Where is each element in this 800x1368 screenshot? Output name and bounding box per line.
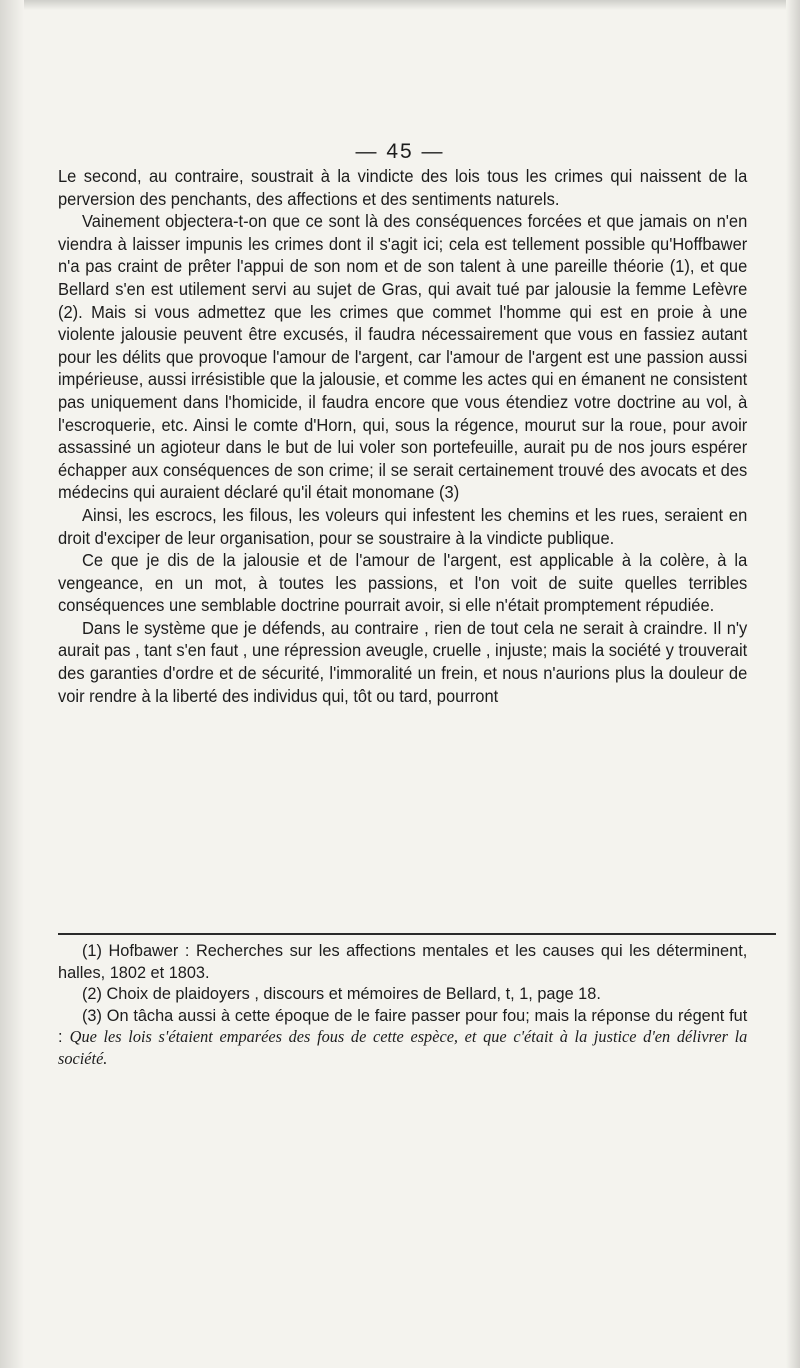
footnotes bbox=[58, 940, 747, 1069]
footnote-3-text: (3) On tâcha aussi à cette époque de le faire passer pour fou; mais la réponse du régent fut : bbox=[58, 1005, 748, 1046]
paragraph-5: Dans le système que je défends, au contraire , rien de tout cela ne serait à craindre. Il n'y aurait pas , tant s'en faut , une répression aveugle, cruelle , injuste; mais la société y trouverait des garanties d'ordre et de sécurité, l'immoralité un frein, et nous n'aurions plus la douleur de voir rendre à la liberté des individus qui, tôt ou tard, pourront bbox=[58, 617, 748, 706]
footnote-1: (1) Hofbawer : Recherches sur les affections mentales et les causes qui les déterminent, halles, 1802 et 1803. bbox=[58, 941, 748, 982]
footnote-3 bbox=[58, 1005, 747, 1070]
paragraph-2: Vainement objectera-t-on que ce sont là des conséquences forcées et que jamais on n'en viendra à laisser impunis les crimes dont il s'agit ici; cela est tellement possible qu'Hoffbawer n'a pas craint de prêter l'appui de son nom et de son talent à une pareille théorie (1), et que Bellard s'en est utilement servi au sujet de Gras, qui avait tué par jalousie la femme Lefèvre (2). Mais si vous admettez que les crimes que commet l'homme qui est en proie à une violente jalousie peuvent être excusés, il faudra nécessairement que vous en fassiez autant pour les délits que provoque l'amour de l'argent, car l'amour de l'argent est une passion aussi impérieuse, aussi irrésistible que la jalousie, et comme les actes qui en émanent ne consistent pas uniquement dans l'homicide, il faudra encore que vous étendiez votre doctrine au vol, à l'escroquerie, etc. Ainsi le comte d'Horn, qui, sous la régence, mourut sur la roue, pour avoir assassiné un agioteur dans le but de lui voler son portefeuille, aurait pu de nos jours espérer échapper aux conséquences de son crime; il se serait certainement trouvé des avocats et des médecins qui auraient déclaré qu'il était monomane (3) bbox=[58, 211, 748, 503]
footnote-2: (2) Choix de plaidoyers , discours et mémoires de Bellard, t, 1, page 18. bbox=[82, 984, 601, 1003]
paragraph-3: Ainsi, les escrocs, les filous, les voleurs qui infestent les chemins et les rues, seraient en droit d'exciper de leur organisation, pour se soustraire à la vindicte publique. bbox=[58, 504, 748, 548]
page-left-edge bbox=[0, 0, 24, 1368]
page-right-edge bbox=[786, 0, 800, 1368]
page-top-edge bbox=[0, 0, 800, 10]
paragraph-4: Ce que je dis de la jalousie et de l'amour de l'argent, est applicable à la colère, à la vengeance, en un mot, à toutes les passions, et l'on voit de suite quelles terribles conséquences une semblable doctrine pourrait avoir, si elle n'était promptement répudiée. bbox=[58, 550, 748, 616]
page-number: — 45 — bbox=[355, 140, 445, 163]
footnote-divider bbox=[58, 933, 776, 935]
body-text bbox=[58, 165, 747, 707]
paragraph-1: Le second, au contraire, soustrait à la vindicte des lois tous les crimes qui naissent de la perversion des penchants, des affections et des sentiments naturels. bbox=[58, 166, 748, 209]
footnote-3-quote: Que les lois s'étaient emparées des fous de cette espèce, et que c'était à la justice d'en délivrer la société. bbox=[58, 1027, 748, 1068]
